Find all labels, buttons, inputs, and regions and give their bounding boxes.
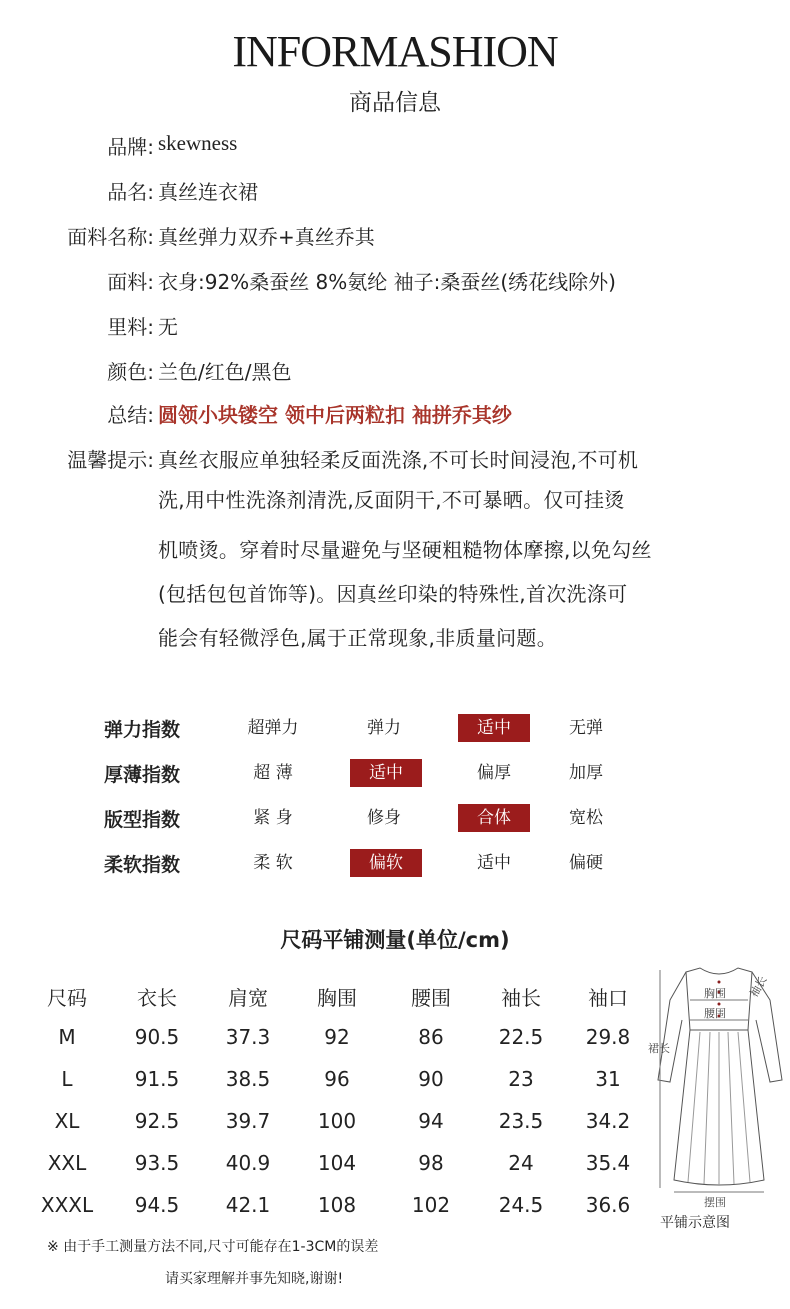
info-label: 总结:: [107, 403, 154, 427]
info-value: 衣身:92%桑蚕丝 8%氨纶 袖子:桑蚕丝(绣花线除外): [158, 270, 616, 294]
dress-diagram: [648, 960, 790, 1210]
size-cell: 94.5: [134, 1193, 180, 1217]
care-tip-line: 能会有轻微浮色,属于正常现象,非质量问题。: [158, 626, 558, 650]
info-value: 真丝连衣裙: [158, 180, 258, 204]
size-cell: L: [61, 1067, 73, 1091]
size-header: 尺码: [47, 986, 87, 1010]
size-cell: 94: [418, 1109, 444, 1133]
diagram-label-length: 裙长: [648, 1042, 670, 1055]
info-row-lining: [0, 311, 790, 341]
index-option: 柔 软: [253, 853, 293, 873]
size-header: 腰围: [411, 986, 451, 1010]
diagram-label-waist: 腰围: [704, 1007, 726, 1020]
diagram-label-hem: 摆围: [704, 1196, 726, 1209]
index-option: 紧 身: [253, 808, 293, 828]
index-option: 适中: [477, 853, 511, 873]
size-cell: 22.5: [498, 1025, 544, 1049]
index-label-thickness: 厚薄指数: [104, 764, 181, 786]
size-cell: 90: [418, 1067, 444, 1091]
info-row-fabric: [0, 266, 790, 296]
size-cell: 39.7: [225, 1109, 271, 1133]
size-cell: 24.5: [498, 1193, 544, 1217]
info-value: 无: [158, 315, 178, 339]
size-cell: 24: [508, 1151, 534, 1175]
size-cell: 91.5: [134, 1067, 180, 1091]
size-cell: 31: [595, 1067, 621, 1091]
size-cell: 40.9: [225, 1151, 271, 1175]
dress-left-sleeve-outline: [658, 972, 686, 1082]
info-label: 品牌:: [107, 135, 154, 159]
measurement-note: ※ 由于手工测量方法不同,尺寸可能存在1-3CM的误差: [47, 1239, 379, 1255]
info-label: 颜色:: [107, 360, 154, 384]
info-label: 面料:: [107, 270, 154, 294]
index-label-softness: 柔软指数: [104, 854, 181, 876]
size-cell: 92: [324, 1025, 350, 1049]
info-row-fabric-name: [0, 221, 790, 251]
index-option: 偏厚: [477, 763, 511, 783]
size-header: 衣长: [137, 986, 177, 1010]
index-option-selected: 适中: [350, 759, 422, 787]
care-tip-line: 机喷烫。穿着时尽量避免与坚硬粗糙物体摩擦,以免勾丝: [158, 538, 652, 562]
size-cell: 38.5: [225, 1067, 271, 1091]
info-row-summary: [0, 399, 790, 429]
index-option: 加厚: [569, 763, 603, 783]
index-label-elasticity: 弹力指数: [104, 719, 181, 741]
index-option-selected: 适中: [458, 714, 530, 742]
section-title-product-info: 商品信息: [349, 90, 441, 116]
diagram-caption: 平铺示意图: [660, 1215, 730, 1231]
dress-skirt-pleats: [688, 1032, 750, 1185]
size-cell: 100: [317, 1109, 357, 1133]
size-cell: 36.6: [585, 1193, 631, 1217]
size-cell: 23.5: [498, 1109, 544, 1133]
size-cell: 108: [317, 1193, 357, 1217]
index-option: 超 薄: [253, 763, 293, 783]
size-cell: 102: [411, 1193, 451, 1217]
size-cell: 35.4: [585, 1151, 631, 1175]
size-header: 肩宽: [228, 986, 268, 1010]
button-dot: [718, 1003, 721, 1006]
care-tip-label: 温馨提示:: [67, 448, 154, 472]
info-label: 面料名称:: [67, 225, 154, 249]
index-option-selected: 偏软: [350, 849, 422, 877]
size-cell: 42.1: [225, 1193, 271, 1217]
size-cell: 98: [418, 1151, 444, 1175]
info-row-brand: [0, 131, 790, 161]
index-option: 弹力: [367, 718, 401, 738]
care-tip-line: 真丝衣服应单独轻柔反面洗涤,不可长时间浸泡,不可机: [158, 448, 639, 472]
index-option: 偏硬: [569, 853, 603, 873]
size-cell: 92.5: [134, 1109, 180, 1133]
info-value: skewness: [158, 131, 238, 155]
info-value-summary: 圆领小块镂空 领中后两粒扣 袖拼乔其纱: [158, 403, 512, 427]
index-option-selected: 合体: [458, 804, 530, 832]
info-label: 里料:: [107, 315, 154, 339]
info-label: 品名:: [107, 180, 154, 204]
size-cell: 96: [324, 1067, 350, 1091]
info-value: 兰色/红色/黑色: [158, 360, 292, 384]
size-cell: XXL: [47, 1151, 87, 1175]
size-cell: 104: [317, 1151, 357, 1175]
size-cell: 29.8: [585, 1025, 631, 1049]
size-cell: M: [58, 1025, 76, 1049]
size-cell: 37.3: [225, 1025, 271, 1049]
size-cell: 86: [418, 1025, 444, 1049]
care-tip-line: 洗,用中性洗涤剂清洗,反面阴干,不可暴晒。仅可挂烫: [158, 488, 625, 512]
diagram-label-sleeve: 袖长: [747, 973, 770, 1000]
size-header: 胸围: [317, 986, 357, 1010]
button-dot: [718, 981, 721, 984]
info-value: 真丝弹力双乔+真丝乔其: [158, 225, 375, 249]
info-row-colors: [0, 356, 790, 386]
index-label-fit: 版型指数: [104, 809, 181, 831]
index-option: 修身: [367, 808, 401, 828]
measurement-note-thanks: 请买家理解并事先知晓,谢谢!: [165, 1271, 344, 1287]
index-option: 无弹: [569, 718, 603, 738]
index-option: 超弹力: [247, 718, 299, 738]
brand-title: INFORMASHION: [232, 27, 558, 76]
info-row-product-name: [0, 176, 790, 206]
size-header: 袖口: [588, 986, 628, 1010]
size-table-title: 尺码平铺测量(单位/cm): [280, 928, 510, 952]
size-header: 袖长: [501, 986, 541, 1010]
diagram-label-chest: 胸围: [704, 987, 726, 1000]
size-cell: 23: [508, 1067, 534, 1091]
size-cell: XXXL: [40, 1193, 94, 1217]
size-cell: 90.5: [134, 1025, 180, 1049]
care-tip-line: (包括包包首饰等)。因真丝印染的特殊性,首次洗涤可: [158, 582, 628, 606]
index-option: 宽松: [569, 808, 603, 828]
size-cell: 93.5: [134, 1151, 180, 1175]
size-cell: 34.2: [585, 1109, 631, 1133]
size-cell: XL: [54, 1109, 80, 1133]
